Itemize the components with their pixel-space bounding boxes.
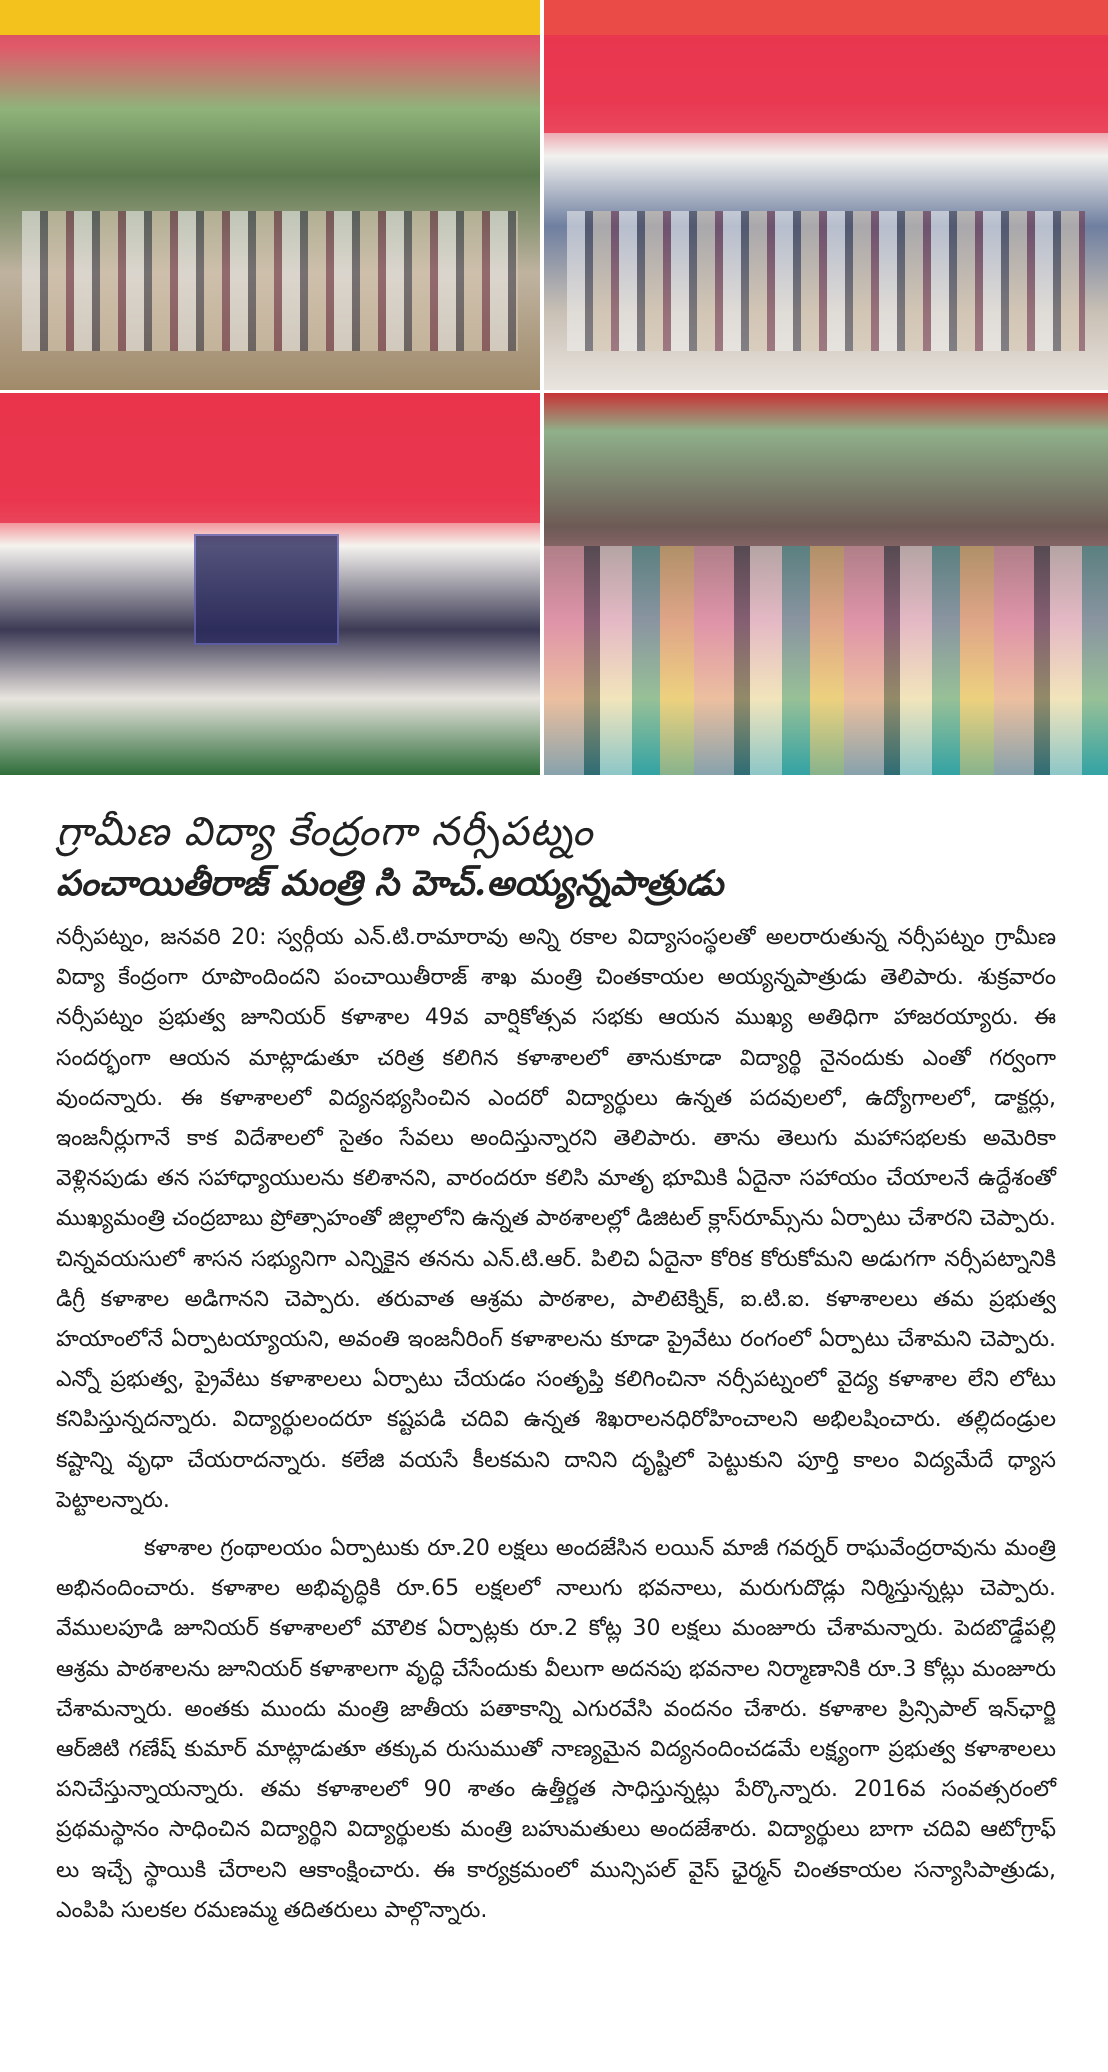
article-body [56,918,1056,1931]
photo-flag-hoisting [0,0,540,390]
article-paragraph-1: నర్సీపట్నం, జనవరి 20: స్వర్గీయ ఎన్.టి.రామారావు అన్ని రకాల విద్యాసంస్థలతో అలరారుతున్న నర్సీపట్నం గ్రామీణ విద్యా కేంద్రంగా రూపొందిందని పంచాయితీరాజ్ శాఖ మంత్రి చింతకాయల అయ్యన్నపాత్రుడు తెలిపారు. శుక్రవారం నర్సీపట్నం ప్రభుత్వ జూనియర్ కళాశాల 49వ వార్షికోత్సవ సభకు ఆయన ముఖ్య అతిధిగా హాజరయ్యారు. ఈ సందర్భంగా ఆయన మాట్లాడుతూ చరిత్ర కలిగిన కళాశాలలో తానుకూడా విద్యార్థి నైనందుకు ఎంతో గర్వంగా వుందన్నారు. ఈ కళాశాలలో విద్యనభ్యసించిన ఎందరో విద్యార్థులు ఉన్నత పదవులలో, ఉద్యోగాలలో, డాక్టర్లు, ఇంజనీర్లుగానే కాక విదేశాలలో సైతం సేవలు అందిస్తున్నారని తెలిపారు. తాను తెలుగు మహాసభలకు అమెరికా వెళ్లినపుడు తన సహాధ్యాయులను కలిశానని, వారందరూ కలిసి మాతృ భూమికి ఏదైనా సహాయం చేయాలనే ఉద్దేశంతో ముఖ్యమంత్రి చంద్రబాబు ప్రోత్సాహంతో జిల్లాలోని ఉన్నత పాఠశాలల్లో డిజిటల్ క్లాస్‌రూమ్స్‌ను ఏర్పాటు చేశారని చెప్పారు. చిన్నవయసులో శాసన సభ్యునిగా ఎన్నికైన తనను ఎన్.టి.ఆర్. పిలిచి ఏదైనా కోరిక కోరుకోమని అడుగగా నర్సీపట్నానికి డిగ్రీ కళాశాల అడిగానని చెప్పారు. తరువాత ఆశ్రమ పాఠశాల, పాలిటెక్నిక్, ఐ.టి.ఐ. కళాశాలలు తమ ప్రభుత్వ హయాంలోనే ఏర్పాటయ్యాయని, అవంతి ఇంజనీరింగ్ కళాశాలను కూడా ప్రైవేటు రంగంలో ఏర్పాటు చేశామని చెప్పారు. ఎన్నో ప్రభుత్వ, ప్రైవేటు కళాశాలలు ఏర్పాటు చేయడం సంతృప్తి కలిగించినా నర్సీపట్నంలో వైద్య కళాశాల లేని లోటు కనిపిస్తున్నదన్నారు. విద్యార్థులందరూ కష్టపడి చదివి ఉన్నత శిఖరాలనధిరోహించాలని అభిలషించారు. తల్లిదండ్రుల కష్టాన్ని వృధా చేయరాదన్నారు. కలేజి వయసే కీలకమని దానిని దృష్టిలో పెట్టుకుని పూర్తి కాలం విద్యమేదే ధ్యాస పెట్టాలన్నారు. [56,925,1056,1513]
photo-award-handover [0,393,540,775]
article-headline: గ్రామీణ విద్యా కేంద్రంగా నర్సీపట్నం [56,809,594,855]
article-subheadline: పంచాయితీరాజ్ మంత్రి సి హెచ్.అయ్యన్నపాత్రుడు [56,863,724,904]
photo-students-audience [544,393,1108,775]
article-paragraph-2: కళాశాల గ్రంథాలయం ఏర్పాటుకు రూ.20 లక్షలు అందజేసిన లయిన్ మాజీ గవర్నర్ రాఘవేంద్రరావును మంత్రి అభినందించారు. కళాశాల అభివృద్ధికి రూ.65 లక్షలలో నాలుగు భవనాలు, మరుగుదొడ్లు నిర్మిస్తున్నట్లు చెప్పారు. వేములపూడి జూనియర్ కళాశాలలో మౌలిక ఏర్పాట్లకు రూ.2 కోట్ల 30 లక్షలు మంజూరు చేశామన్నారు. పెదబొడ్డేపల్లి ఆశ్రమ పాఠశాలను జూనియర్ కళాశాలగా వృద్ధి చేసేందుకు వీలుగా అదనపు భవనాల నిర్మాణానికి రూ.3 కోట్లు మంజూరు చేశామన్నారు. అంతకు ముందు మంత్రి జాతీయ పతాకాన్ని ఎగురవేసి వందనం చేశారు. కళాశాల ప్రిన్సిపాల్ ఇన్‌ఛార్జి ఆర్‌జిటి గణేష్ కుమార్ మాట్లాడుతూ తక్కువ రుసుముతో నాణ్యమైన విద్యనందించడమే లక్ష్యంగా ప్రభుత్వ కళాశాలలు పనిచేస్తున్నాయన్నారు. తమ కళాశాలలో 90 శాతం ఉత్తీర్ణత సాధిస్తున్నట్లు పేర్కొన్నారు. 2016వ సంవత్సరంలో ప్రథమస్థానం సాధించిన విద్యార్థిని విద్యార్థులకు మంత్రి బహుమతులు అందజేశారు. విద్యార్థులు బాగా చదివి ఆటోగ్రాఫ్ లు ఇచ్చే స్థాయికి చేరాలని ఆకాంక్షించారు. ఈ కార్యక్రమంలో మున్సిపల్ వైస్ ఛైర్మన్ చింతకాయల సన్యాసిపాత్రుడు, ఎంపిపి సులకల రమణమ్మ తదితరులు పాల్గొన్నారు. [56,1536,1056,1923]
photo-collage [0,0,1108,775]
photo-group-stage [544,0,1108,390]
